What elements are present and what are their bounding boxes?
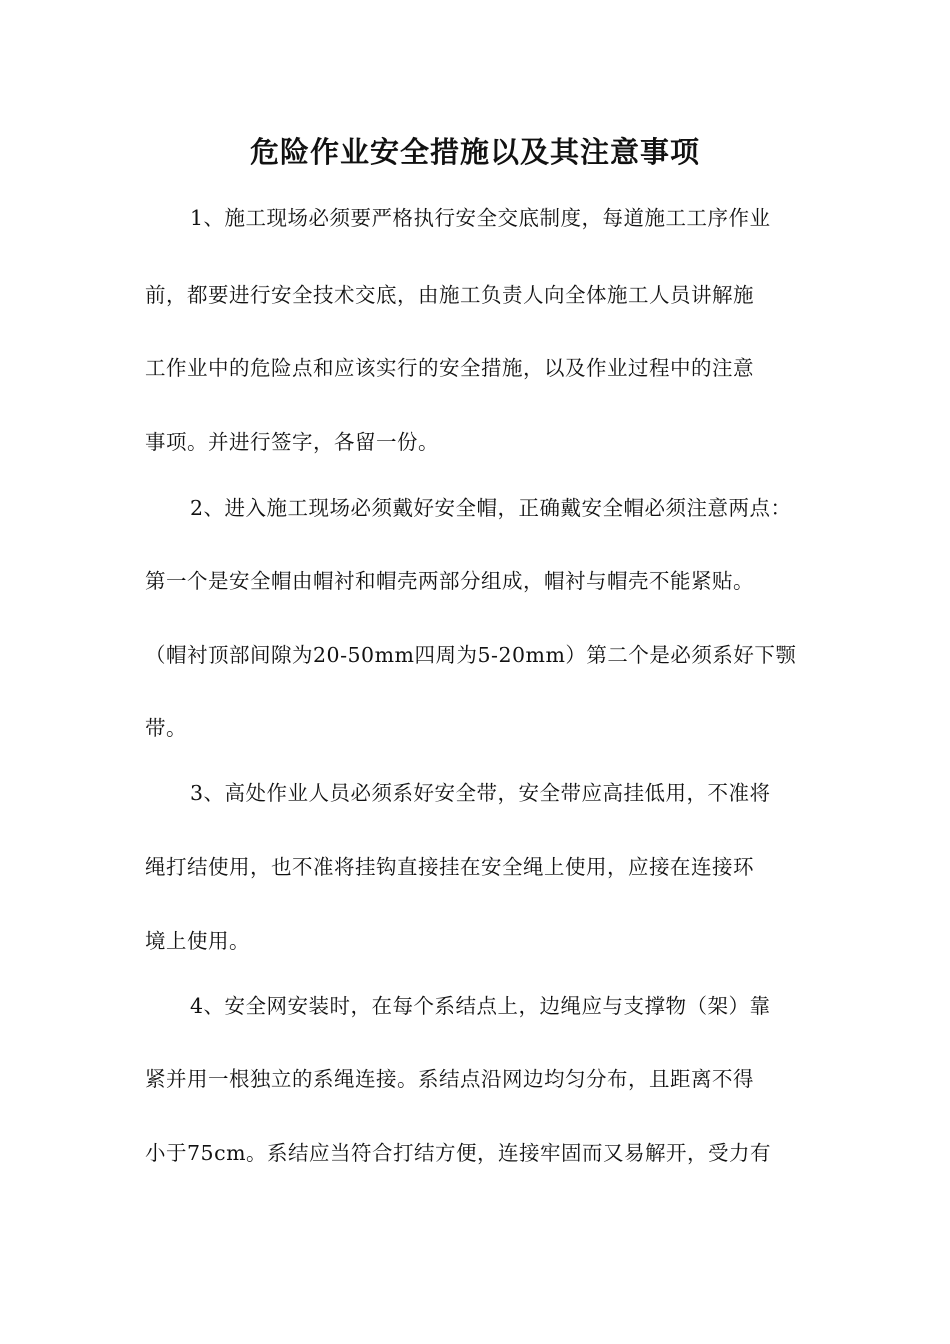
document-title: 危险作业安全措施以及其注意事项 — [249, 135, 700, 169]
paragraph-2-line-2: 第一个是安全帽由帽衬和帽壳两部分组成，帽衬与帽壳不能紧贴。 — [145, 569, 754, 593]
paragraph-4-line-2: 紧并用一根独立的系绳连接。系结点沿网边均匀分布，且距离不得 — [145, 1067, 754, 1091]
paragraph-3-line-1: 3、高处作业人员必须系好安全带，安全带应高挂低用，不准将 — [190, 781, 771, 805]
paragraph-1-line-1: 1、施工现场必须要严格执行安全交底制度，每道施工工序作业 — [190, 206, 771, 230]
paragraph-2-line-4: 带。 — [145, 716, 187, 740]
paragraph-2-line-1: 2、进入施工现场必须戴好安全帽，正确戴安全帽必须注意两点： — [190, 496, 792, 520]
paragraph-1-line-2: 前，都要进行安全技术交底，由施工负责人向全体施工人员讲解施 — [145, 283, 754, 307]
paragraph-2-line-3: （帽衬顶部间隙为20-50mm四周为5-20mm）第二个是必须系好下颚 — [145, 643, 797, 667]
paragraph-1-line-4: 事项。并进行签字，各留一份。 — [145, 430, 439, 454]
paragraph-3-line-3: 境上使用。 — [145, 929, 250, 953]
paragraph-4-line-3: 小于75cm。系结应当符合打结方便，连接牢固而又易解开，受力有 — [145, 1141, 772, 1165]
paragraph-3-line-2: 绳打结使用，也不准将挂钩直接挂在安全绳上使用，应接在连接环 — [145, 855, 754, 879]
paragraph-1-line-3: 工作业中的危险点和应该实行的安全措施，以及作业过程中的注意 — [145, 356, 754, 380]
paragraph-4-line-1: 4、安全网安装时，在每个系结点上，边绳应与支撑物（架）靠 — [190, 994, 771, 1018]
